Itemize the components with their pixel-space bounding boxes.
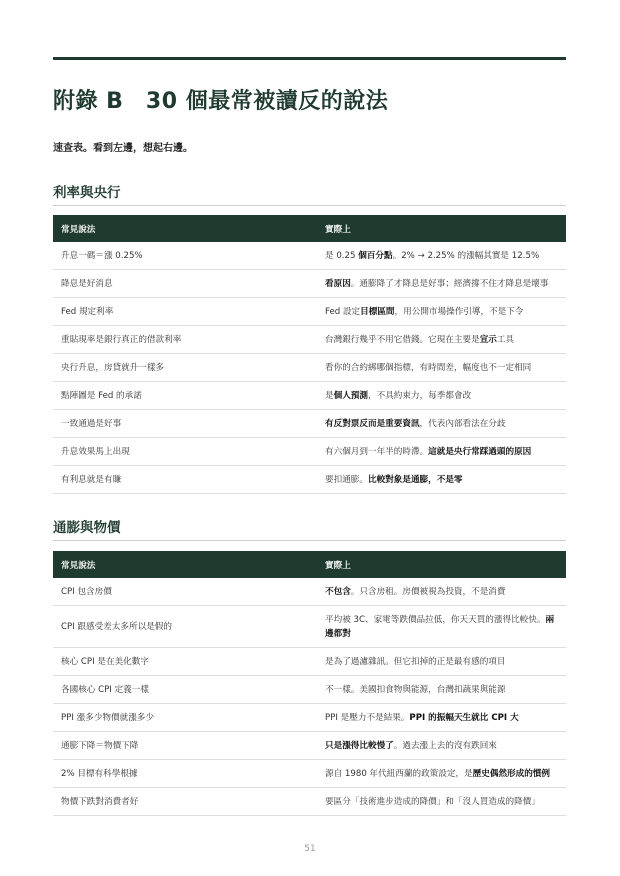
cell-reality [317, 788, 566, 816]
cell-claim: 降息是好消息 [53, 270, 317, 298]
text-segment: 平均被 3C、家電等跌價品拉低，你天天買的漲得比較快。 [325, 614, 546, 625]
cell-reality [317, 704, 566, 732]
cell-claim: 2% 目標有科學根據 [53, 760, 317, 788]
text-segment: 是 0.25 [325, 250, 359, 261]
table-row [53, 578, 566, 606]
table-row [53, 382, 566, 410]
rates-table [53, 215, 566, 494]
cell-claim: CPI 包含房價 [53, 578, 317, 606]
cell-reality [317, 648, 566, 676]
emphasis-text: 歷史偶然形成的慣例 [472, 768, 551, 779]
text-segment: 。過去漲上去的沒有跌回來 [393, 740, 497, 751]
text-segment: 是為了過濾雜訊。但它扣掉的正是最有感的項目 [325, 656, 506, 667]
cell-reality [317, 760, 566, 788]
emphasis-text: 兩邊都對 [325, 614, 555, 639]
cell-claim: 通膨下降＝物價下降 [53, 732, 317, 760]
cell-reality [317, 466, 566, 494]
emphasis-text: 看原因 [325, 278, 351, 289]
text-segment: 。只含房租。房價被視為投資，不是消費 [350, 586, 506, 597]
table-row [53, 410, 566, 438]
table-row [53, 270, 566, 298]
emphasis-text: 宣示 [479, 334, 497, 345]
cell-reality [317, 732, 566, 760]
table-row [53, 466, 566, 494]
table-row [53, 326, 566, 354]
text-segment: ，不具約束力，每季都會改 [368, 390, 472, 401]
table-row [53, 760, 566, 788]
table-row [53, 298, 566, 326]
cell-reality [317, 270, 566, 298]
emphasis-text: 這就是央行常踩過頭的原因 [428, 446, 532, 457]
cell-claim: 重貼現率是銀行真正的借款利率 [53, 326, 317, 354]
table-header-row [53, 551, 566, 578]
page-subtitle: 速查表。看到左邊，想起右邊。 [53, 143, 193, 154]
text-segment: ，代表內部看法在分歧 [419, 418, 506, 429]
section-title-inflation: 通膨與物價 [53, 520, 121, 536]
emphasis-text: 比較對象是通膨，不是零 [367, 474, 463, 485]
cell-claim: 有利息就是有賺 [53, 466, 317, 494]
cell-reality [317, 676, 566, 704]
text-segment: 源自 1980 年代紐西蘭的政策設定，是 [325, 768, 473, 779]
cell-reality [317, 606, 566, 648]
table-header-row [53, 215, 566, 242]
cell-claim: PPI 漲多少物價就漲多少 [53, 704, 317, 732]
table-row [53, 606, 566, 648]
text-segment: 。通膨降了才降息是好事；經濟撐不住才降息是壞事 [350, 278, 549, 289]
cell-claim: 物價下跌對消費者好 [53, 788, 317, 816]
text-segment: 不一樣。美國扣食物與能源，台灣扣蔬果與能源 [325, 684, 506, 695]
cell-reality [317, 326, 566, 354]
table-row [53, 242, 566, 270]
cell-claim: 升息一碼＝漲 0.25% [53, 242, 317, 270]
table-row [53, 788, 566, 816]
column-header-reality: 實際上 [325, 560, 351, 571]
emphasis-text: 個人預測 [333, 390, 368, 401]
text-segment: Fed 設定 [325, 306, 361, 317]
section-rule [53, 540, 566, 541]
cell-claim: 一致通過是好事 [53, 410, 317, 438]
text-segment: 要扣通膨。 [325, 474, 368, 485]
emphasis-text: 只是漲得比較慢了 [325, 740, 394, 751]
table-row [53, 354, 566, 382]
inflation-table [53, 551, 566, 816]
text-segment: 有六個月到一年半的時滯。 [325, 446, 429, 457]
text-segment: ，用公開市場操作引導，不是下令 [394, 306, 524, 317]
column-header-claim: 常見說法 [61, 560, 96, 571]
cell-claim: 央行升息，房貸就升一樣多 [53, 354, 317, 382]
cell-reality [317, 354, 566, 382]
cell-claim: 核心 CPI 是在美化數字 [53, 648, 317, 676]
emphasis-text: 有反對票反而是重要資訊 [325, 418, 420, 429]
table-row [53, 648, 566, 676]
top-rule [53, 57, 566, 60]
page-title: 附錄 B 30 個最常被讀反的說法 [53, 89, 389, 114]
emphasis-text: 不包含 [325, 586, 351, 597]
emphasis-text: PPI 的振幅天生就比 CPI 大 [409, 712, 519, 723]
emphasis-text: 目標區間 [360, 306, 395, 317]
cell-claim: 各國核心 CPI 定義一樣 [53, 676, 317, 704]
text-segment: 要區分「技術進步造成的降價」和「沒人買造成的降價」 [325, 796, 540, 807]
section-rule [53, 205, 566, 206]
cell-reality [317, 410, 566, 438]
table-row [53, 704, 566, 732]
table-row [53, 676, 566, 704]
cell-reality [317, 298, 566, 326]
cell-claim: 點陣圖是 Fed 的承諾 [53, 382, 317, 410]
cell-reality [317, 438, 566, 466]
column-header-reality: 實際上 [325, 224, 351, 235]
cell-reality [317, 578, 566, 606]
emphasis-text: 個百分點 [358, 250, 393, 261]
text-segment: 工具 [496, 334, 515, 345]
table-row [53, 438, 566, 466]
text-segment: 看你的合約綁哪個指標，有時間差，幅度也不一定相同 [325, 362, 532, 373]
cell-claim: 升息效果馬上出現 [53, 438, 317, 466]
table-row [53, 732, 566, 760]
cell-claim: CPI 跟感受差太多所以是假的 [53, 606, 317, 648]
text-segment: 台灣銀行幾乎不用它借錢。它現在主要是 [325, 334, 480, 345]
page-number: 51 [304, 844, 316, 854]
text-segment: 是 [325, 390, 334, 401]
section-title-rates: 利率與央行 [53, 185, 121, 201]
cell-reality [317, 382, 566, 410]
cell-claim: Fed 規定利率 [53, 298, 317, 326]
text-segment: 。2% → 2.25% 的漲幅其實是 12.5% [392, 250, 540, 261]
text-segment: PPI 是壓力不是結果。 [325, 712, 410, 723]
column-header-claim: 常見說法 [61, 224, 96, 235]
cell-reality [317, 242, 566, 270]
